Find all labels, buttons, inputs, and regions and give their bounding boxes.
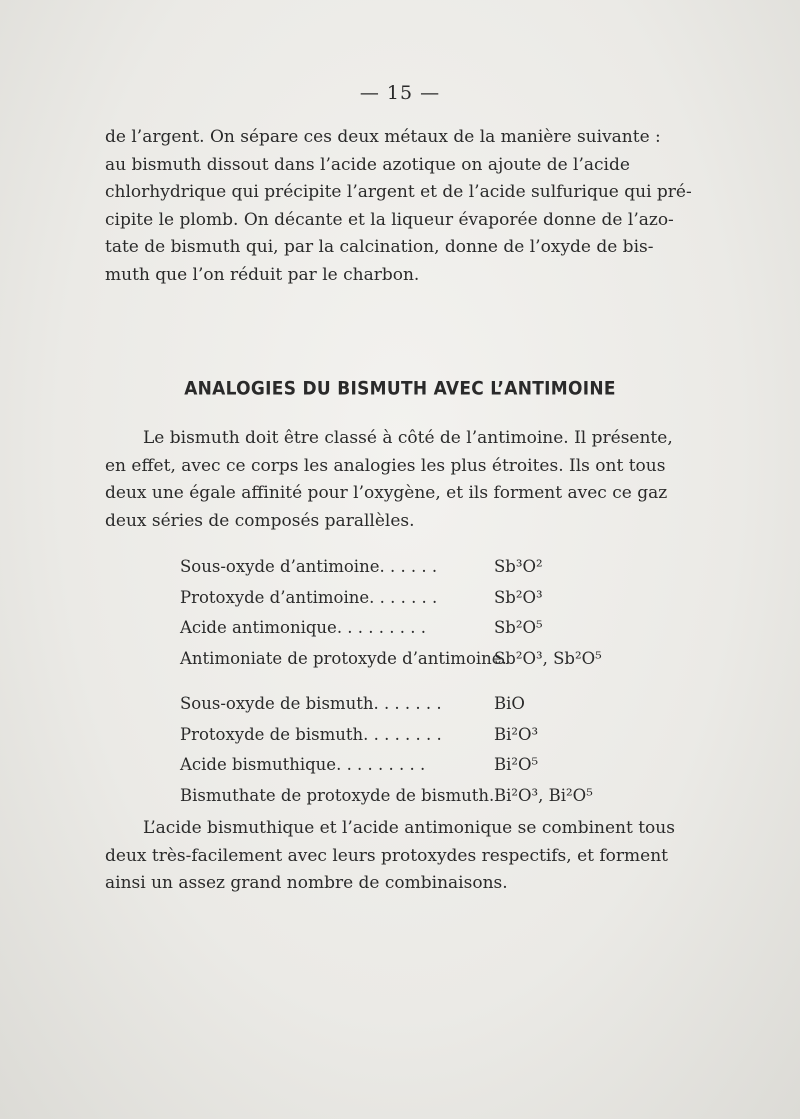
compound-formula: Bi²O⁵ [494,755,539,774]
analogies-paragraph [105,425,673,535]
text-line: L’acide bismuthique et l’acide antimonique se combinent tous [143,818,675,838]
text-line: deux séries de composés parallèles. [105,510,415,531]
text-line: de l’argent. On sépare ces deux métaux de la manière suivante : [105,127,661,147]
text-line: en effet, avec ce corps les analogies les plus étroites. Ils ont tous [105,455,666,476]
compound-name: Protoxyde de bismuth. . . . . . . . [180,724,442,744]
compound-name: Antimoniate de protoxyde d’antimoine. [180,648,507,668]
text-line: tate de bismuth qui, par la calcination, donne de l’oxyde de bis- [105,237,654,257]
text-line: muth que l’on réduit par le charbon. [105,264,420,285]
compound-formula: Sb²O⁵ [494,618,543,637]
antimony-compound-row [180,613,600,644]
compound-name: Acide antimonique. . . . . . . . . [180,618,426,637]
compound-name: Bismuthate de protoxyde de bismuth. [180,785,495,805]
antimony-compound-row [180,644,600,675]
antimony-compound-row [180,552,600,583]
text-line: cipite le plomb. On décante et la liqueur évaporée donne de l’azo- [105,209,674,230]
compound-formula: Sb²O³, Sb²O⁵ [494,648,602,668]
bismuth-compound-row [180,720,600,751]
compound-name: Protoxyde d’antimoine. . . . . . . [180,587,438,607]
text-line: Le bismuth doit être classé à côté de l’antimoine. Il présente, [143,428,673,448]
antimony-compound-row [180,583,600,614]
text-line: au bismuth dissout dans l’acide azotique on ajoute de l’acide [105,154,630,175]
compound-formula: Bi²O³ [494,724,539,744]
compound-name: Sous-oxyde d’antimoine. . . . . . [180,557,438,576]
compound-name: Acide bismuthique. . . . . . . . . [180,755,426,774]
text-line: deux très-facilement avec leurs protoxydes respectifs, et forment [105,845,668,866]
text-line: ainsi un assez grand nombre de combinaisons. [105,873,508,893]
intro-paragraph [105,124,692,289]
bismuth-compound-row [180,750,600,781]
compound-formula: Sb²O³ [494,587,543,607]
page-number: — 15 — [359,82,441,104]
table-spacer [180,674,600,689]
compound-name: Sous-oxyde de bismuth. . . . . . . [180,694,442,713]
text-line: chlorhydrique qui précipite l’argent et de l’acide sulfurique qui pré- [105,182,692,202]
compounds-table [180,552,600,811]
closing-paragraph [105,815,675,898]
bismuth-compound-row [180,689,600,720]
section-heading: ANALOGIES DU BISMUTH AVEC L’ANTIMOINE [184,378,616,400]
compound-formula: Sb³O² [494,557,543,576]
text-line: deux une égale affinité pour l’oxygène, et ils forment avec ce gaz [105,483,668,503]
bismuth-compound-row [180,781,600,812]
compound-formula: Bi²O³, Bi²O⁵ [494,785,593,805]
compound-formula: BiO [494,694,525,713]
